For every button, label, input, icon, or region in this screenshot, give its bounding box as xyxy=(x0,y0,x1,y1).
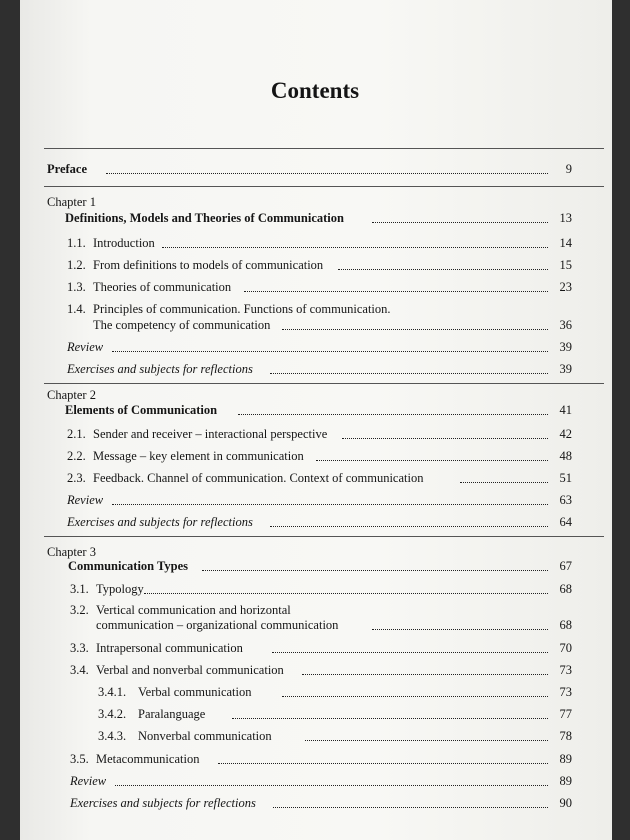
section-number: 1.4. xyxy=(67,302,86,316)
leader-dots xyxy=(112,351,548,352)
leader-dots xyxy=(238,414,548,415)
leader-dots xyxy=(272,652,548,653)
entry-label: Feedback. Channel of communication. Context of communication xyxy=(93,471,424,485)
entry-label: Introduction xyxy=(93,236,155,250)
section-number: 1.2. xyxy=(67,258,86,272)
leader-dots xyxy=(112,504,548,505)
leader-dots xyxy=(372,222,548,223)
leader-dots xyxy=(202,570,548,571)
rule xyxy=(44,536,604,537)
page-number: 73 xyxy=(559,685,572,699)
leader-dots xyxy=(244,291,548,292)
page-number: 68 xyxy=(559,582,572,596)
page-number: 36 xyxy=(559,318,572,332)
entry-label: Exercises and subjects for reflections xyxy=(67,515,253,529)
page-number: 73 xyxy=(559,663,572,677)
rule xyxy=(44,186,604,187)
section-number: 3.5. xyxy=(70,752,89,766)
page-number: 78 xyxy=(559,729,572,743)
toc-entry xyxy=(20,234,612,252)
leader-dots xyxy=(232,718,548,719)
toc-entry-review xyxy=(20,772,612,790)
leader-dots xyxy=(342,438,548,439)
leader-dots xyxy=(270,526,548,527)
leader-dots xyxy=(273,807,548,808)
toc-entry-chapter-title xyxy=(20,401,612,419)
toc-entry xyxy=(20,661,612,679)
leader-dots xyxy=(282,329,548,330)
leader-dots xyxy=(162,247,548,248)
page-number: 48 xyxy=(559,449,572,463)
rule xyxy=(44,383,604,384)
section-number: 3.1. xyxy=(70,582,89,596)
section-number: 3.4.3. xyxy=(98,729,127,743)
toc-entry xyxy=(20,425,612,443)
entry-label: Review xyxy=(67,340,104,354)
toc-entry-preface xyxy=(20,160,612,178)
section-number: 1.3. xyxy=(67,280,86,294)
toc-entry xyxy=(20,256,612,274)
entry-label: Theories of communication xyxy=(93,280,232,294)
leader-dots xyxy=(282,696,548,697)
leader-dots xyxy=(305,740,548,741)
toc-entry-exercises xyxy=(20,360,612,378)
entry-label: Elements of Communication xyxy=(65,403,218,417)
leader-dots xyxy=(338,269,548,270)
entry-label: Message – key element in communication xyxy=(93,449,304,463)
section-number: 1.1. xyxy=(67,236,86,250)
entry-label: Verbal communication xyxy=(138,685,252,699)
entry-label-line2: communication – organizational communication xyxy=(96,618,339,632)
page-number: 77 xyxy=(559,707,572,721)
section-number: 3.3. xyxy=(70,641,89,655)
chapter-3-label: Chapter 3 xyxy=(47,545,96,559)
page-number: 14 xyxy=(559,236,572,250)
chapter-1-label: Chapter 1 xyxy=(47,195,96,209)
toc-entry xyxy=(20,469,612,487)
toc-entry xyxy=(20,447,612,465)
toc-entry-cont xyxy=(20,316,612,334)
page-number: 23 xyxy=(559,280,572,294)
toc-entry xyxy=(20,580,612,598)
page-number: 39 xyxy=(559,362,572,376)
page-number: 51 xyxy=(559,471,572,485)
top-rule xyxy=(44,148,604,149)
entry-label-line2: The competency of communication xyxy=(93,318,271,332)
entry-label: Exercises and subjects for reflections xyxy=(70,796,256,810)
leader-dots xyxy=(106,173,548,174)
leader-dots xyxy=(270,373,548,374)
section-number: 3.2. xyxy=(70,603,89,617)
page-number: 89 xyxy=(559,752,572,766)
entry-label: Intrapersonal communication xyxy=(96,641,243,655)
toc-entry xyxy=(20,278,612,296)
entry-label: Exercises and subjects for reflections xyxy=(67,362,253,376)
page-number: 68 xyxy=(559,618,572,632)
toc-entry xyxy=(20,639,612,657)
entry-label: Metacommunication xyxy=(96,752,200,766)
book-page xyxy=(20,0,612,840)
toc-entry xyxy=(20,727,612,745)
leader-dots xyxy=(460,482,548,483)
page-number: 42 xyxy=(559,427,572,441)
page-number: 70 xyxy=(559,641,572,655)
leader-dots xyxy=(115,785,548,786)
section-number: 2.3. xyxy=(67,471,86,485)
toc-entry xyxy=(20,683,612,701)
entry-label: Definitions, Models and Theories of Communication xyxy=(65,211,344,225)
section-number: 3.4.2. xyxy=(98,707,127,721)
leader-dots xyxy=(372,629,548,630)
entry-label: Preface xyxy=(47,162,88,176)
toc-entry-chapter-title xyxy=(20,557,612,575)
leader-dots xyxy=(144,593,548,594)
entry-label: Typology xyxy=(96,582,144,596)
section-number: 2.1. xyxy=(67,427,86,441)
toc-entry-exercises xyxy=(20,513,612,531)
page-number: 39 xyxy=(559,340,572,354)
toc-entry xyxy=(20,750,612,768)
page-number: 15 xyxy=(559,258,572,272)
entry-label: Paralanguage xyxy=(138,707,206,721)
page-number: 63 xyxy=(559,493,572,507)
entry-label: Verbal and nonverbal communication xyxy=(96,663,284,677)
page-title: Contents xyxy=(270,78,360,103)
entry-label: From definitions to models of communication xyxy=(93,258,324,272)
page-number: 89 xyxy=(559,774,572,788)
entry-label: Sender and receiver – interactional perspective xyxy=(93,427,328,441)
section-number: 2.2. xyxy=(67,449,86,463)
entry-label: Review xyxy=(67,493,104,507)
chapter-2-label: Chapter 2 xyxy=(47,388,96,402)
leader-dots xyxy=(316,460,548,461)
section-number: 3.4. xyxy=(70,663,89,677)
page-number: 90 xyxy=(559,796,572,810)
page-number: 64 xyxy=(559,515,572,529)
toc-entry-review xyxy=(20,491,612,509)
section-number: 3.4.1. xyxy=(98,685,127,699)
page-number: 13 xyxy=(559,211,572,225)
page-number: 67 xyxy=(559,559,572,573)
toc-entry-exercises xyxy=(20,794,612,812)
page-number: 41 xyxy=(559,403,572,417)
page-number: 9 xyxy=(565,162,572,176)
entry-label: Nonverbal communication xyxy=(138,729,272,743)
entry-label-line1: Principles of communication. Functions of communication. xyxy=(93,302,391,316)
toc-entry xyxy=(20,705,612,723)
toc-entry-chapter-title xyxy=(20,209,612,227)
entry-label: Communication Types xyxy=(68,559,189,573)
entry-label-line1: Vertical communication and horizontal xyxy=(96,603,291,617)
leader-dots xyxy=(218,763,548,764)
toc-entry-review xyxy=(20,338,612,356)
leader-dots xyxy=(302,674,548,675)
entry-label: Review xyxy=(70,774,107,788)
toc-entry-cont xyxy=(20,616,612,634)
